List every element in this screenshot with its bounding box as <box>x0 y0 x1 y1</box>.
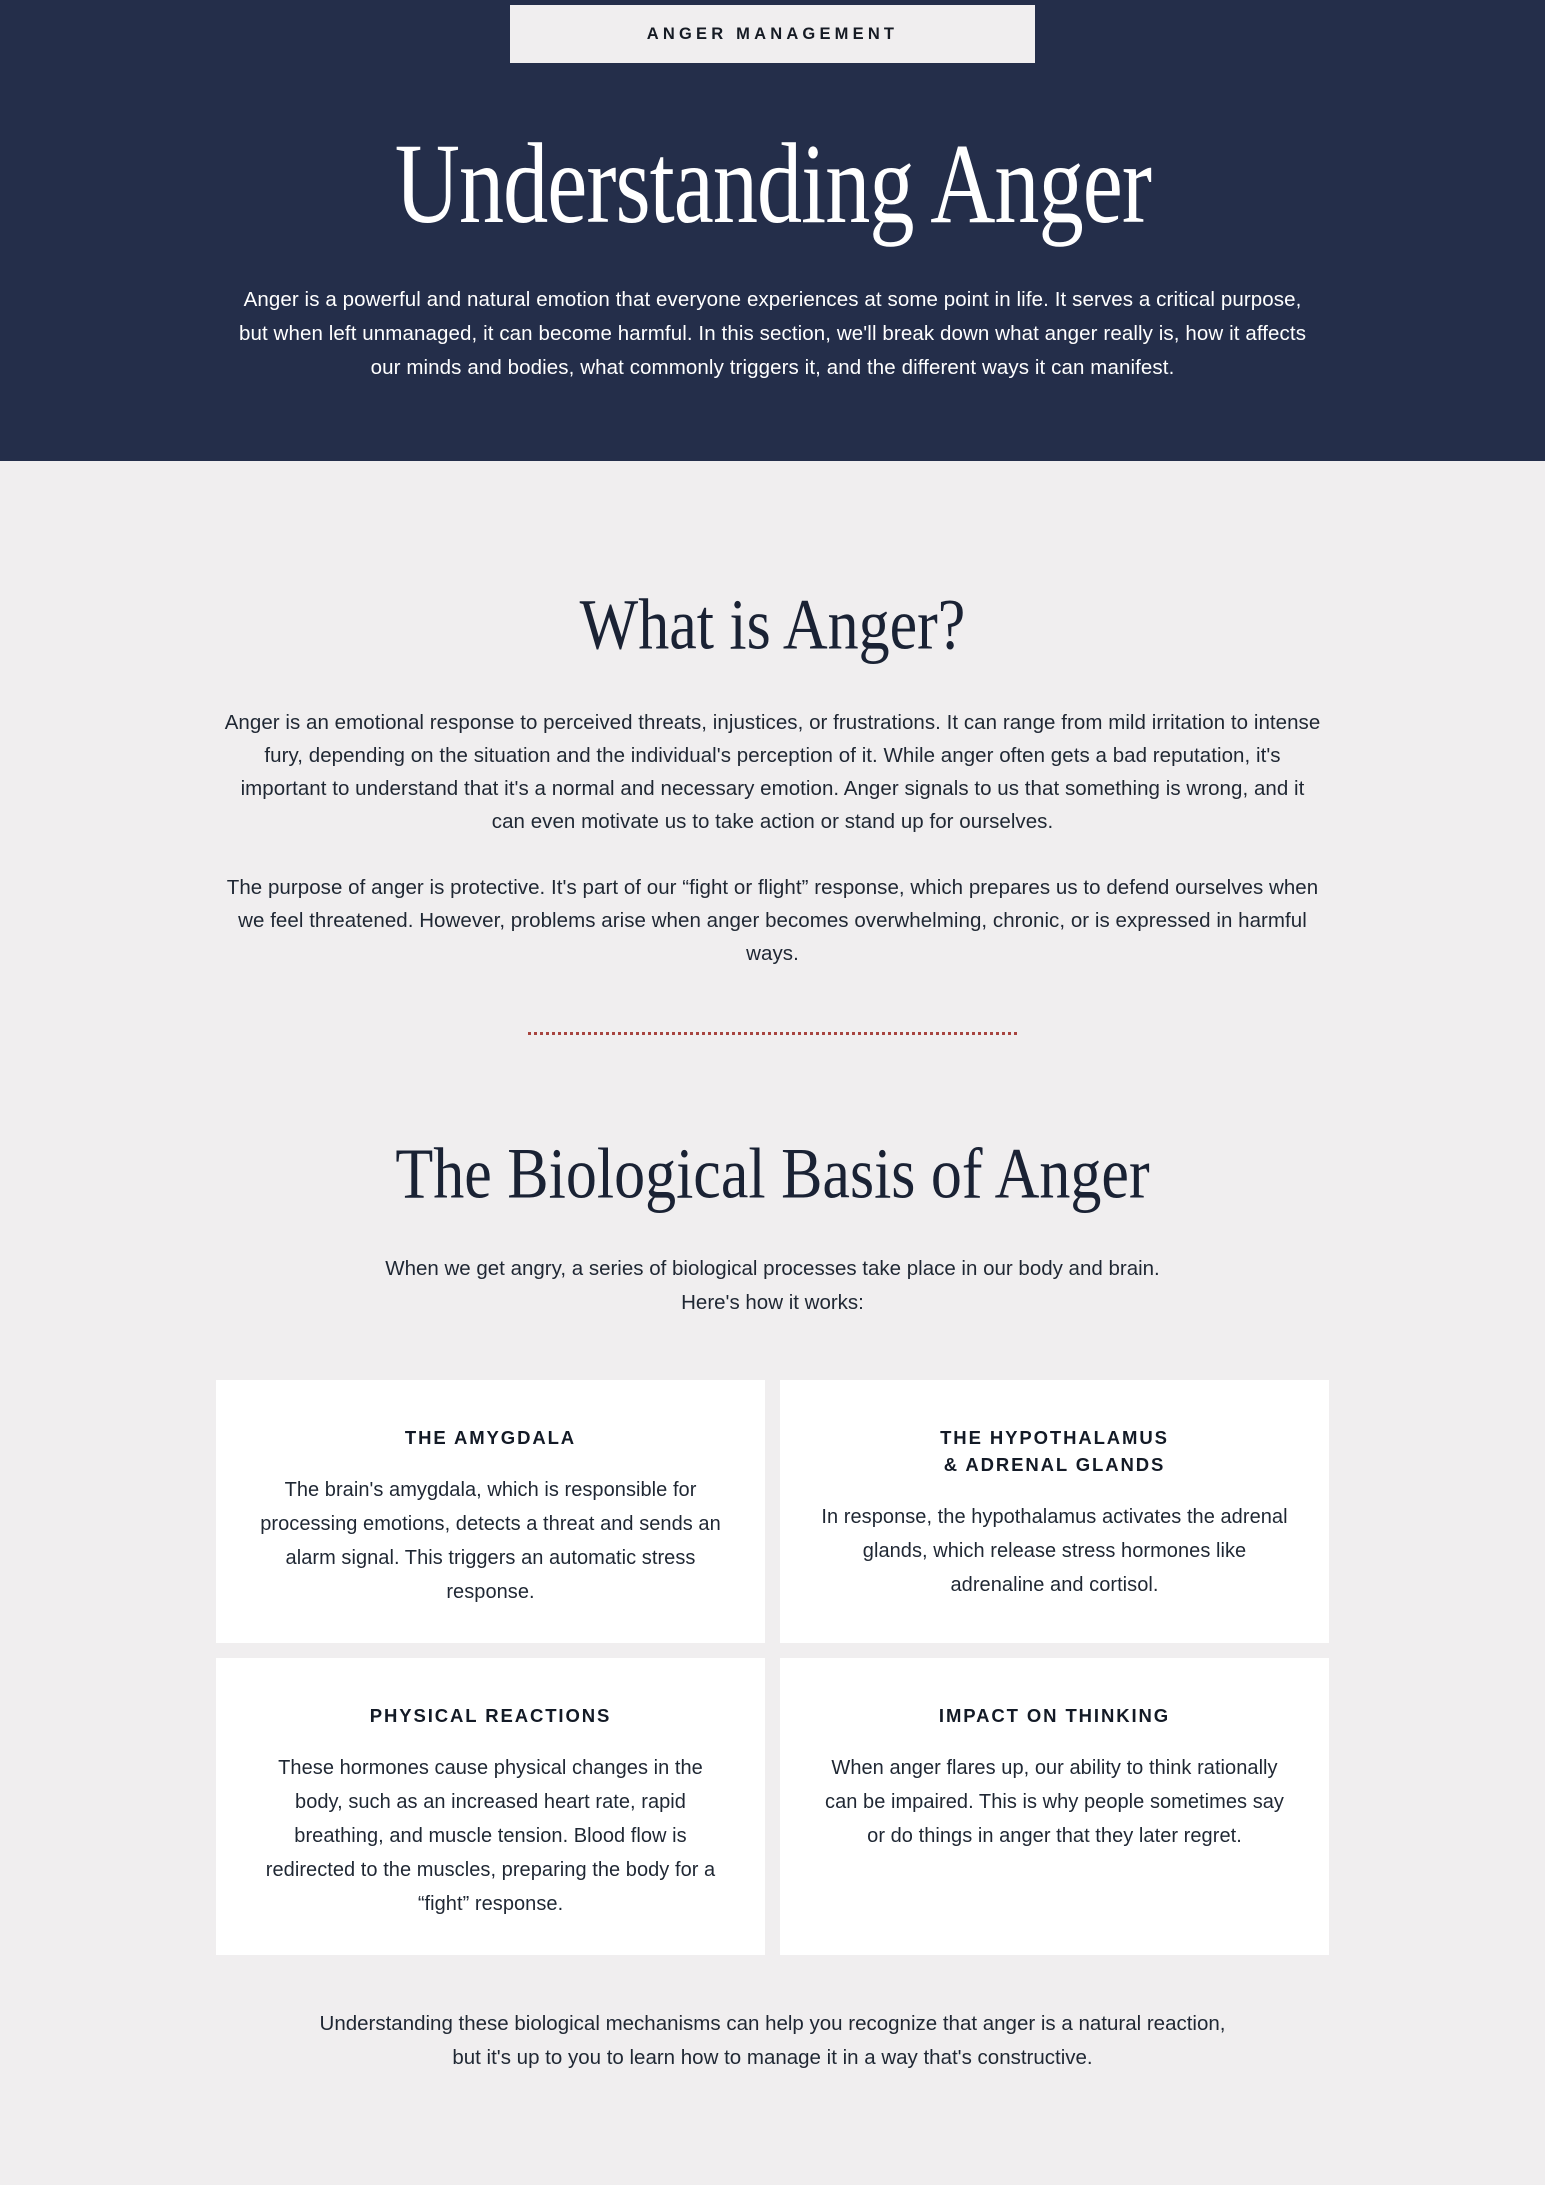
biological-basis-closing <box>223 2007 1323 2075</box>
card-impact-on-thinking <box>780 1658 1329 1955</box>
biological-basis-lead-line-2: Here's how it works: <box>681 1291 864 1315</box>
dotted-divider <box>528 1032 1018 1035</box>
hero-section <box>0 0 1545 461</box>
biological-basis-heading: The Biological Basis of Anger <box>395 1134 1150 1214</box>
biological-basis-closing-line-2: but it's up to you to learn how to manage it in a way that's constructive. <box>452 2046 1093 2070</box>
card-the-hypothalamus-and-adrenal-glands <box>780 1380 1329 1643</box>
what-is-anger-section <box>0 512 1545 1035</box>
card-title <box>940 1424 1169 1478</box>
what-is-anger-paragraph-2: The purpose of anger is protective. It's part of our “fight or flight” response, which prepares us to defend ourselves when we feel threatened. However, problems arise when anger becomes overwhelming, chronic, or is expressed in harmful ways. <box>226 876 1319 966</box>
eyebrow-badge <box>510 5 1035 63</box>
divider-wrapper <box>0 1032 1545 1035</box>
biological-basis-closing-line-1: Understanding these biological mechanisms can help you recognize that anger is a natural reaction, <box>319 2012 1226 2036</box>
card-body: These hormones cause physical changes in the body, such as an increased heart rate, rapid breathing, and muscle tension. Blood flow is redirected to the muscles, preparing the body for a “fight” response. <box>265 1757 716 1916</box>
card-physical-reactions <box>216 1658 765 1955</box>
biological-basis-lead-line-1: When we get angry, a series of biological processes take place in our body and brain. <box>385 1257 1160 1281</box>
what-is-anger-paragraph-1: Anger is an emotional response to perceived threats, injustices, or frustrations. It can range from mild irritation to intense fury, depending on the situation and the individual's perception of it. While anger often gets a bad reputation, it's important to understand that it's a normal and necessary emotion. Anger signals to us that something is wrong, and it can even motivate us to take action or stand up for ourselves. <box>224 711 1321 834</box>
card-title: THE AMYGDALA <box>404 1427 577 1449</box>
card-body: When anger flares up, our ability to think rationally can be impaired. This is why people sometimes say or do things in anger that they later regret. <box>825 1757 1284 1848</box>
bottom-spacer <box>0 2075 1545 2185</box>
biological-card-grid <box>216 1380 1329 1955</box>
page-title: Understanding Anger <box>394 120 1151 248</box>
card-title: PHYSICAL REACTIONS <box>369 1705 612 1727</box>
hero-subtitle: Anger is a powerful and natural emotion that everyone experiences at some point in life. It serves a critical purpose, but when left unmanaged, it can become harmful. In this section, we'll break down what anger really is, how it affects our minds and bodies, what commonly triggers it, and the different ways it can manifest. <box>238 288 1307 379</box>
eyebrow-label: ANGER MANAGEMENT <box>646 24 899 43</box>
biological-basis-section <box>0 1087 1545 2185</box>
biological-basis-lead <box>223 1252 1323 1320</box>
card-title: IMPACT ON THINKING <box>938 1705 1171 1727</box>
card-title-line-2: & ADRENAL GLANDS <box>943 1454 1166 1476</box>
card-title-line-1: THE HYPOTHALAMUS <box>940 1427 1169 1449</box>
card-the-amygdala <box>216 1380 765 1643</box>
card-body: The brain's amygdala, which is responsible for processing emotions, detects a threat and sends an alarm signal. This triggers an automatic stress response. <box>260 1479 721 1604</box>
card-body: In response, the hypothalamus activates the adrenal glands, which release stress hormones like adrenaline and cortisol. <box>821 1506 1288 1597</box>
what-is-anger-heading: What is Anger? <box>579 586 966 665</box>
